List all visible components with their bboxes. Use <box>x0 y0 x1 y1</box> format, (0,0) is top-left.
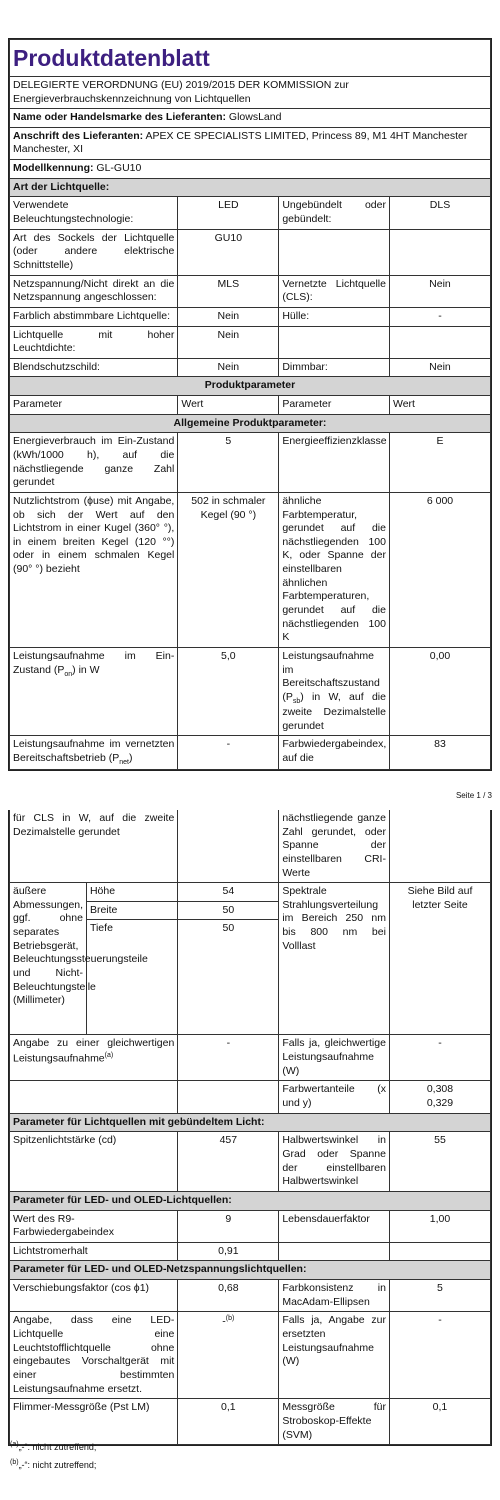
table-row: Wert des R9-Farbwiedergabeindex 9 Lebensdauerfaktor 1,00 <box>10 1210 491 1242</box>
supplier-address-row: Anschrift des Lieferanten: APEX CE SPECIALISTS LIMITED, Princess 89, M1 4HT Manchester Manchester, XI <box>10 127 491 159</box>
table-header-row: Parameter Wert Parameter Wert <box>10 396 491 415</box>
directional-params-title: Parameter für Lichtquellen mit gebündeltem Licht: <box>10 1113 491 1132</box>
table-row: Energieverbrauch im Ein-Zustand (kWh/1000 h), auf die nächstliegende ganze Zahl gerundet 5 Energieeffizienzklasse E <box>10 433 491 493</box>
supplier-name-row: Name oder Handelsmarke des Lieferanten: GlowsLand <box>10 109 491 128</box>
model-row: Modellkennung: GL-GU10 <box>10 160 491 179</box>
general-params-title: Allgemeine Produktparameter: <box>10 414 491 433</box>
document-title: Produktdatenblatt <box>10 40 491 77</box>
table-row: Spitzenlichtstärke (cd) 457 Halbwertswinkel in Grad oder Spanne der einstellbaren Halbwertswinkel 55 <box>10 1132 491 1192</box>
table-row: Verschiebungsfaktor (cos ϕ1) 0,68 Farbkonsistenz in MacAdam-Ellipsen 5 <box>10 1280 491 1312</box>
table-row: Lichtquelle mit hoher Leuchtdichte: Nein <box>10 326 491 358</box>
table-row: äußere Abmessungen, ggf. ohne separates Betriebsgerät, Beleuchtungssteuerungsteile und Nicht-Beleuchtungsteile (Millimeter) Höhe 54 Spektrale Strahlungsverteilung im Bereich 250 nm bis 800 nm bei Volllast Siehe Bild auf letzter Seite <box>10 883 491 902</box>
page1-table <box>8 38 492 771</box>
led-params-title: Parameter für LED- und OLED-Lichtquellen: <box>10 1191 491 1210</box>
type-section-title: Art der Lichtquelle: <box>10 178 491 197</box>
regulation-text: DELEGIERTE VERORDNUNG (EU) 2019/2015 DER KOMMISSION zur Energieverbrauchskennzeichnung von Lichtquellen <box>10 76 491 108</box>
table-row: Nutzlichtstrom (ϕuse) mit Angabe, ob sich der Wert auf den Lichtstrom in einer Kugel (360° °), in einem breiten Kegel (120 °°) oder in einem schmalen Kegel (90° °) bezieht 502 in schmaler Kegel (90 °) ähnliche Farbtemperatur, gerundet auf die nächstliegenden 100 K, oder Spanne der einstellbaren ähnlichen Farbtemperaturen, gerundet auf die nächstliegenden 100 K 6 000 <box>10 492 491 647</box>
table-row: Farbwertanteile (x und y) 0,308 0,329 <box>10 1081 491 1113</box>
table-row: Farblich abstimmbare Lichtquelle: Nein Hülle: - <box>10 307 491 326</box>
table-row: Verwendete Beleuchtungstechnologie: LED Ungebündelt oder gebündelt: DLS <box>10 197 491 229</box>
footnotes <box>10 1438 96 1474</box>
table-row: Angabe, dass eine LED-Lichtquelle eine Leuchtstofflichtquelle ohne eingebautes Vorschaltgerät mit einer bestimmten Leistungsaufnahme ersetzt. -$^{(b)}$ Falls ja, Angabe zur ersetzten Leistungsaufnahme (W) - <box>10 1312 491 1399</box>
table-row: Leistungsaufnahme im Ein-Zustand $(P_{on})$ in W 5,0 Leistungsaufnahme im Bereitschaftszustand $(P_{sb})$ in W, auf die zweite Dezimalstelle gerundet 0,00 <box>10 647 491 735</box>
table-row: für CLS in W, auf die zweite Dezimalstelle gerundet nächstliegende ganze Zahl gerundet, oder Spanne der einstellbaren CRI-Werte <box>10 810 491 883</box>
footnote: $^{(a)}$„-“: nicht zutreffend; <box>10 1441 97 1452</box>
table-row: Art des Sockels der Lichtquelle (oder andere elektrische Schnittstelle) GU10 <box>10 229 491 275</box>
table-row: Tiefe 50 <box>10 920 491 1035</box>
product-params-title: Produktparameter <box>10 377 491 396</box>
mains-params-title: Parameter für LED- und OLED-Netzspannungslichtquellen: <box>10 1261 491 1280</box>
footnote: $^{(b)}$„-“: nicht zutreffend; <box>10 1459 97 1471</box>
table-row: Flimmer-Messgröße (Pst LM) 0,1 Messgröße für Stroboskop-Effekte (SVM) 0,1 <box>10 1399 491 1445</box>
page2-table <box>8 810 492 1446</box>
table-row: Netzspannung/Nicht direkt an die Netzspannung angeschlossen: MLS Vernetzte Lichtquelle (CLS): Nein <box>10 275 491 307</box>
table-row: Lichtstromerhalt 0,91 <box>10 1242 491 1261</box>
page-number: Seite 1 / 3 <box>455 791 492 800</box>
table-row: Blendschutzschild: Nein Dimmbar: Nein <box>10 358 491 377</box>
table-row: Angabe zu einer gleichwertigen Leistungsaufnahme$^{(a)}$ - Falls ja, gleichwertige Leistungsaufnahme (W) - <box>10 1035 491 1081</box>
table-row: Leistungsaufnahme im vernetzten Bereitschaftsbetrieb $(P_{net})$ - Farbwiedergabeindex, auf die 83 <box>10 736 491 770</box>
table-row: Breite 50 <box>10 901 491 920</box>
